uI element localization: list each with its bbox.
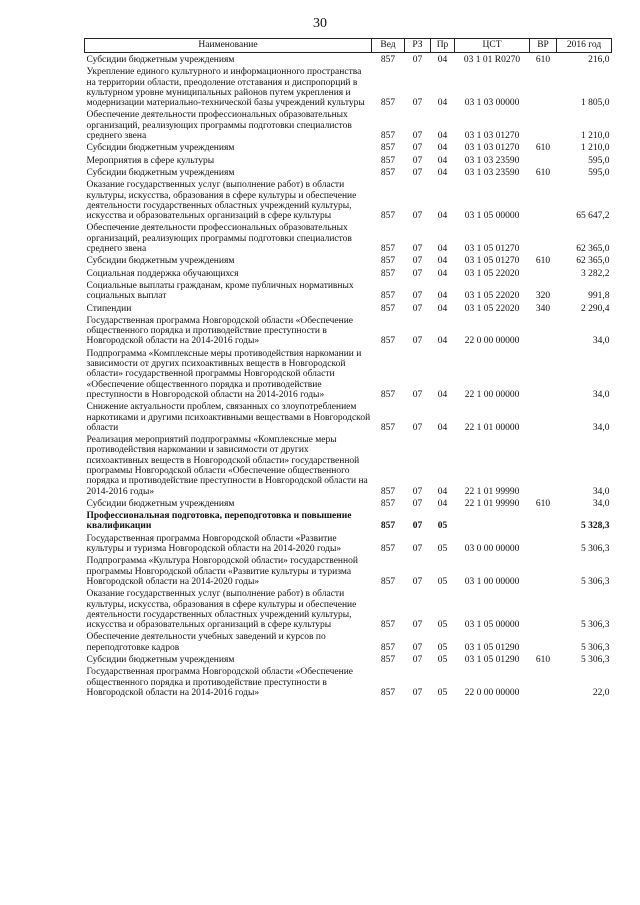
table-row: [85, 279, 612, 302]
row-cst: 03 1 03 23590: [464, 167, 520, 178]
row-name: Субсидии бюджетным учреждениям: [86, 256, 235, 267]
row-rz: 07: [412, 655, 423, 666]
table-row: [85, 587, 612, 630]
row-sum: 5 306,3: [581, 655, 610, 666]
table-row: [85, 347, 612, 400]
row-name: Субсидии бюджетным учреждениям: [86, 55, 235, 65]
row-vr: [530, 400, 557, 433]
row-rz: 07: [412, 303, 423, 314]
row-pr: 04: [437, 55, 448, 65]
row-sum: 34,0: [592, 422, 610, 433]
column-header-cst: ЦСТ: [455, 39, 530, 53]
row-name: Подпрограмма «Культура Новгородской области» государственной программы Новгородской области «Развитие культуры и туризма Новгородской области на 2014-2020 годы»: [86, 556, 358, 587]
row-vr: [530, 665, 557, 698]
row-rz: 07: [412, 336, 423, 347]
row-vr: [530, 314, 557, 347]
row-cst: 03 1 00 00000: [464, 576, 520, 587]
row-pr: 04: [437, 167, 448, 178]
row-vr: 610: [535, 655, 551, 666]
row-vr: 610: [535, 256, 551, 267]
row-rz: 07: [412, 268, 423, 279]
row-rz: 07: [412, 498, 423, 509]
row-ved: 857: [380, 498, 396, 509]
row-pr: 05: [437, 521, 448, 532]
row-pr: 04: [437, 498, 448, 509]
row-vr: 340: [535, 303, 551, 314]
row-name: Государственная программа Новгородской области «Обеспечение общественного порядка и противодействие преступности в Новгородской области на 2014-2016 годы»: [86, 667, 354, 698]
row-cst: 03 1 05 01290: [464, 642, 520, 653]
row-rz: 07: [412, 687, 423, 698]
row-pr: 05: [437, 687, 448, 698]
row-cst: 03 1 05 01290: [464, 655, 520, 666]
table-row: [85, 267, 612, 279]
column-header-pr: Пр: [431, 39, 455, 53]
row-pr: 04: [437, 486, 448, 497]
row-pr: 05: [437, 576, 448, 587]
row-sum: 595,0: [588, 167, 610, 178]
row-rz: 07: [412, 544, 423, 555]
row-sum: 2 290,4: [581, 303, 610, 314]
row-rz: 07: [412, 642, 423, 653]
row-ved: 857: [380, 655, 396, 666]
row-ved: 857: [380, 389, 396, 400]
table-row: [85, 141, 612, 153]
table-row: [85, 254, 612, 266]
row-ved: 857: [380, 642, 396, 653]
row-vr: [530, 108, 557, 141]
row-pr: 04: [437, 98, 448, 109]
row-vr: [530, 154, 557, 166]
row-rz: 07: [412, 389, 423, 400]
row-sum: 34,0: [592, 498, 610, 509]
row-name: Обеспечение деятельности профессиональных образовательных организаций, реализующих программы подготовки специалистов среднего звена: [86, 110, 352, 142]
row-name: Государственная программа Новгородской области «Обеспечение общественного порядка и противодействие преступности в Новгородской области на 2014-2016 годы»: [86, 315, 354, 347]
row-cst: 22 0 00 00000: [464, 336, 520, 347]
row-ved: 857: [380, 211, 396, 222]
row-ved: 857: [380, 167, 396, 178]
row-sum: 595,0: [588, 155, 610, 166]
row-sum: 62 365,0: [576, 256, 610, 267]
row-ved: 857: [380, 244, 396, 255]
row-name: Субсидии бюджетным учреждениям: [86, 498, 235, 509]
table-row: [85, 314, 612, 347]
row-rz: 07: [412, 98, 423, 109]
row-cst: 03 1 05 22020: [464, 268, 520, 279]
row-pr: 04: [437, 291, 448, 302]
row-rz: 07: [412, 211, 423, 222]
row-pr: 04: [437, 389, 448, 400]
row-vr: [530, 554, 557, 587]
row-sum: 5 306,3: [581, 620, 610, 631]
row-cst: 03 1 05 22020: [464, 291, 520, 302]
row-rz: 07: [412, 486, 423, 497]
row-vr: [530, 221, 557, 254]
row-rz: 07: [412, 521, 423, 532]
row-pr: 04: [437, 303, 448, 314]
row-rz: 07: [412, 576, 423, 587]
row-rz: 07: [412, 143, 423, 154]
table-row: [85, 166, 612, 178]
table-row: [85, 509, 612, 532]
row-sum: 34,0: [592, 336, 610, 347]
table-row: [85, 221, 612, 254]
row-name: Субсидии бюджетным учреждениям: [86, 167, 235, 178]
table-header-row: [85, 39, 612, 53]
row-sum: 5 306,3: [581, 576, 610, 587]
row-cst: 03 1 05 00000: [464, 211, 520, 222]
row-cst: 22 1 00 00000: [464, 389, 520, 400]
row-rz: 07: [412, 422, 423, 433]
row-name: Мероприятия в сфере культуры: [86, 155, 215, 166]
row-vr: [530, 433, 557, 497]
row-sum: 1 805,0: [581, 98, 610, 109]
row-name: Социальные выплаты гражданам, кроме публичных нормативных социальных выплат: [86, 280, 354, 302]
row-vr: [530, 65, 557, 108]
row-pr: 04: [437, 143, 448, 154]
row-pr: 04: [437, 155, 448, 166]
row-cst: 22 1 01 99990: [464, 486, 520, 497]
row-sum: 1 210,0: [581, 131, 610, 142]
row-ved: 857: [380, 55, 396, 65]
row-sum: 991,8: [588, 291, 610, 302]
row-pr: 04: [437, 336, 448, 347]
row-pr: 04: [437, 131, 448, 142]
row-sum: 34,0: [592, 486, 610, 497]
row-rz: 07: [412, 131, 423, 142]
column-header-ved: Вед: [372, 39, 405, 53]
row-name: Стипендии: [86, 303, 132, 314]
row-name: Субсидии бюджетным учреждениям: [86, 655, 235, 666]
table-row: [85, 178, 612, 221]
row-name: Государственная программа Новгородской области «Развитие культуры и туризма Новгородской области на 2014-2020 годы»: [86, 533, 342, 555]
table-row: [85, 497, 612, 509]
row-name: Снижение актуальности проблем, связанных со злоупотреблением наркотиками и другими психоактивными веществами в Новгородской области: [86, 402, 371, 433]
row-ved: 857: [380, 486, 396, 497]
row-sum: 34,0: [592, 389, 610, 400]
row-vr: [530, 347, 557, 400]
table-row: [85, 665, 612, 698]
row-ved: 857: [380, 620, 396, 631]
row-name: Реализация мероприятий подпрограммы «Комплексные меры противодействия наркомании и зависимости от других психоактивных веществ в Новгородской области» государственной программы Новгородской области «Обеспечение общественного порядка и противодействие преступности в Новгородской области на 2014-2016 годы»: [86, 435, 368, 497]
row-name: Подпрограмма «Комплексные меры противодействия наркомании и зависимости от других психоактивных веществ в Новгородской области» государственной программы Новгородской области «Обеспечение общественного порядка и противодействие преступности в Новгородской области на 2014-2016 годы»: [86, 348, 362, 400]
row-pr: 04: [437, 211, 448, 222]
row-cst: 03 1 03 23590: [464, 155, 520, 166]
row-pr: 04: [437, 256, 448, 267]
row-ved: 857: [380, 143, 396, 154]
row-rz: 07: [412, 55, 423, 65]
row-name: Субсидии бюджетным учреждениям: [86, 143, 235, 154]
row-vr: [530, 532, 557, 555]
table-row: [85, 53, 612, 66]
row-ved: 857: [380, 576, 396, 587]
page-number: 30: [313, 16, 327, 31]
column-header-year: 2016 год: [557, 39, 612, 53]
row-name: Обеспечение деятельности профессиональных образовательных организаций, реализующих программы подготовки специалистов среднего звена: [86, 223, 352, 255]
row-ved: 857: [380, 268, 396, 279]
row-name: Оказание государственных услуг (выполнение работ) в области культуры, искусства, образования в сфере культуры и обеспечение деятельности государственных областных учреждений культуры, искусства и образовательных организаций в сфере культуры: [86, 589, 357, 631]
row-ved: 857: [380, 256, 396, 267]
row-vr: 610: [535, 167, 551, 178]
table-row: [85, 532, 612, 555]
row-sum: 62 365,0: [576, 244, 610, 255]
row-sum: 3 282,2: [581, 268, 610, 279]
row-cst: 22 1 01 99990: [464, 498, 520, 509]
row-ved: 857: [380, 98, 396, 109]
row-rz: 07: [412, 256, 423, 267]
row-ved: 857: [380, 291, 396, 302]
column-header-vr: ВР: [530, 39, 557, 53]
row-cst: 03 1 05 00000: [464, 620, 520, 631]
row-sum: 1 210,0: [581, 143, 610, 154]
table-row: [85, 154, 612, 166]
table-row: [85, 653, 612, 665]
row-ved: 857: [380, 336, 396, 347]
row-sum: 5 306,3: [581, 544, 610, 555]
row-vr: [530, 587, 557, 630]
row-ved: 857: [380, 155, 396, 166]
row-pr: 05: [437, 655, 448, 666]
table-row: [85, 400, 612, 433]
row-ved: 857: [380, 687, 396, 698]
row-ved: 857: [380, 544, 396, 555]
row-pr: 05: [437, 544, 448, 555]
row-cst: 03 1 05 01270: [464, 244, 520, 255]
row-cst: 03 0 00 00000: [464, 544, 520, 555]
row-vr: [530, 509, 557, 532]
row-vr: [530, 178, 557, 221]
row-vr: 610: [535, 143, 551, 154]
row-ved: 857: [380, 303, 396, 314]
table-body: [85, 53, 612, 699]
budget-table: [84, 38, 612, 698]
table-row: [85, 554, 612, 587]
row-ved: 857: [380, 131, 396, 142]
row-rz: 07: [412, 291, 423, 302]
row-vr: [530, 630, 557, 653]
row-cst: 03 1 05 22020: [464, 303, 520, 314]
row-cst: 03 1 03 00000: [464, 98, 520, 109]
row-sum: 22,0: [592, 687, 610, 698]
row-sum: 65 647,2: [576, 211, 610, 222]
table-row: [85, 630, 612, 653]
row-cst: 03 1 03 01270: [464, 143, 520, 154]
row-pr: 05: [437, 642, 448, 653]
row-pr: 05: [437, 620, 448, 631]
row-name: Обеспечение деятельности учебных заведений и курсов по переподготовке кадров: [86, 632, 326, 653]
row-vr: 610: [535, 55, 551, 65]
row-cst: 03 1 03 01270: [464, 131, 520, 142]
row-sum: 216,0: [588, 55, 610, 65]
row-vr: [530, 267, 557, 279]
row-vr: 320: [535, 291, 551, 302]
table-row: [85, 302, 612, 314]
row-pr: 04: [437, 422, 448, 433]
table-row: [85, 108, 612, 141]
row-cst: 22 1 01 00000: [464, 422, 520, 433]
row-rz: 07: [412, 167, 423, 178]
row-cst: 22 0 00 00000: [464, 687, 520, 698]
row-name: Профессиональная подготовка, переподготовка и повышение квалификации: [86, 511, 352, 532]
column-header-name: Наименование: [85, 39, 372, 53]
row-sum: 5 328,3: [581, 521, 610, 532]
row-cst: 03 1 05 01270: [464, 256, 520, 267]
row-name: Укрепление единого культурного и информационного пространства на территории области, преодоление отставания и диспропорций в культурном уровне муниципальных районов путем укрепления и модернизации материально-технической базы учреждений культуры: [86, 67, 365, 109]
table-row: [85, 433, 612, 497]
row-ved: 857: [380, 521, 396, 532]
row-pr: 04: [437, 244, 448, 255]
row-rz: 07: [412, 155, 423, 166]
row-cst: [455, 509, 530, 532]
row-vr: 610: [535, 498, 551, 509]
column-header-rz: РЗ: [405, 39, 431, 53]
row-ved: 857: [380, 422, 396, 433]
row-rz: 07: [412, 620, 423, 631]
row-name: Оказание государственных услуг (выполнение работ) в области культуры, искусства, образования в сфере культуры и обеспечение деятельности государственных областных учреждений культуры, искусства и образовательных организаций в сфере культуры: [86, 180, 357, 222]
row-name: Социальная поддержка обучающихся: [86, 268, 239, 279]
row-sum: 5 306,3: [581, 642, 610, 653]
table-row: [85, 65, 612, 108]
row-cst: 03 1 01 R0270: [463, 55, 521, 65]
row-rz: 07: [412, 244, 423, 255]
row-pr: 04: [437, 268, 448, 279]
